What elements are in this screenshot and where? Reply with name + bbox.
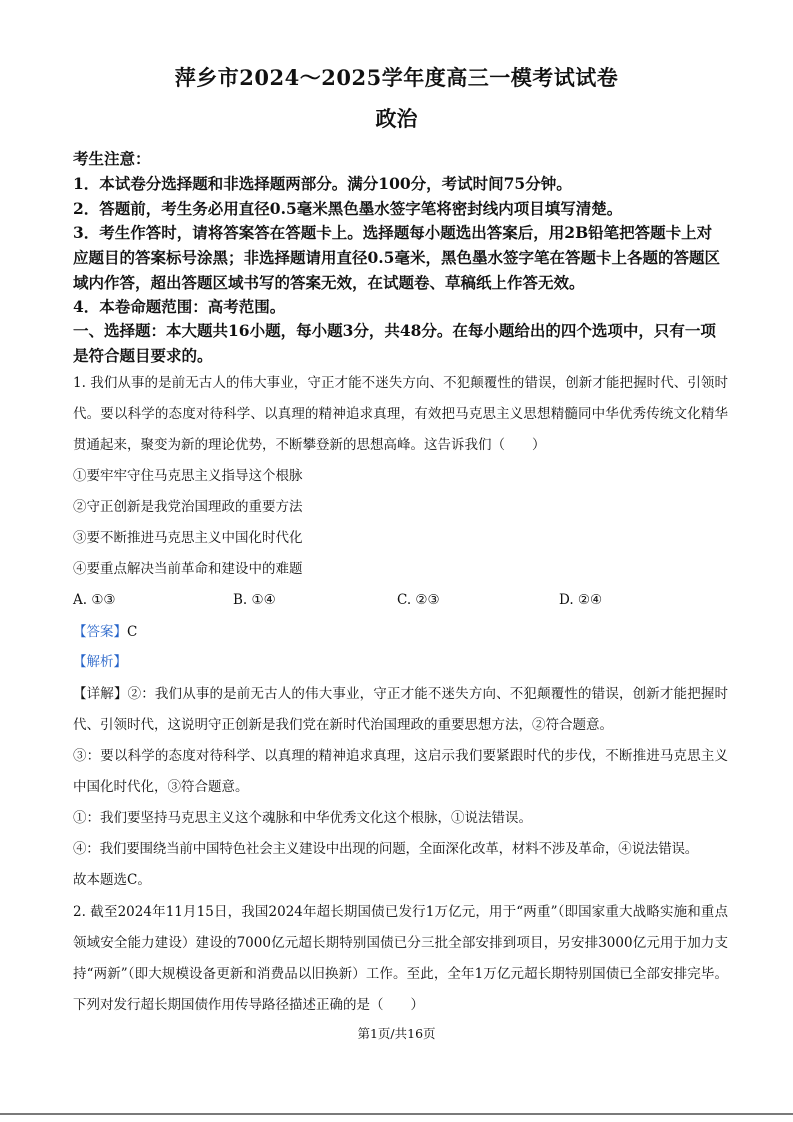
detail-paragraph-4: ④：我们要围绕当前中国特色社会主义建设中出现的问题，全面深化改革，材料不涉及革命，④说法错误。 xyxy=(73,841,699,857)
answer-line xyxy=(73,622,137,642)
option-d: D. ②④ xyxy=(559,592,603,608)
detail-label: 【详解】 xyxy=(73,686,128,702)
notice-item-1: 1．本试卷分选择题和非选择题两部分。满分100分，考试时间75分钟。 xyxy=(73,174,572,193)
answer-label: 【答案】 xyxy=(73,624,127,640)
bottom-divider xyxy=(0,1113,793,1115)
answer-value: C xyxy=(127,624,138,640)
detail-text-1: ②：我们从事的是前无古人的伟大事业，守正才能不迷失方向、不犯颠覆性的错误，创新才能把握时代、引领时代，这说明守正创新是我们党在新时代治国理政的重要思想方法，②符合题意。 xyxy=(73,686,729,733)
question-1-stem: 1. 我们从事的是前无古人的伟大事业，守正才能不迷失方向、不犯颠覆性的错误，创新才能把握时代、引领时代。要以科学的态度对待科学、以真理的精神追求真理，有效把马克思主义思想精髓同中华优秀传统文化精华贯通起来，聚变为新的理论优势，不断攀登新的思想高峰。这告诉我们（ ） xyxy=(73,375,728,453)
detail-paragraph-2: ③：要以科学的态度对待科学、以真理的精神追求真理，这启示我们要紧跟时代的步伐，不断推进马克思主义中国化时代化，③符合题意。 xyxy=(73,748,728,795)
conclusion: 故本题选C。 xyxy=(73,872,151,888)
question-1-statement-4: ④要重点解决当前革命和建设中的难题 xyxy=(73,561,303,577)
question-1-statement-2: ②守正创新是我党治国理政的重要方法 xyxy=(73,499,303,515)
analysis-line xyxy=(73,652,127,672)
question-1-options xyxy=(73,590,723,610)
option-b: B. ①④ xyxy=(233,592,276,608)
subject-title: 政治 xyxy=(375,106,418,131)
analysis-label: 【解析】 xyxy=(73,654,127,670)
notice-item-4: 4．本卷命题范围：高考范围。 xyxy=(73,297,286,316)
option-a: A. ①③ xyxy=(73,592,116,608)
detail-paragraph-3: ①：我们要坚持马克思主义这个魂脉和中华优秀文化这个根脉，①说法错误。 xyxy=(73,810,532,826)
question-2-stem: 2. 截至2024年11月15日，我国2024年超长期国债已发行1万亿元，用于“两重”（即国家重大战略实施和重点领域安全能力建设）建设的7000亿元超长期特别国债已分三批全部安排到项目，另安排3000亿元用于加力支持“两新”（即大规模设备更新和消费品以旧换新）工作。至此，全年1万亿元超长期特别国债已全部安排完毕。下列对发行超长期国债作用传导路径描述正确的是（ ） xyxy=(73,904,728,1013)
section-heading: 一、选择题：本大题共16小题，每小题3分，共48分。在每小题给出的四个选项中，只有一项是符合题目要求的。 xyxy=(73,321,716,365)
detail-paragraph-1 xyxy=(73,679,728,741)
notice-heading: 考生注意： xyxy=(73,149,151,168)
notice-item-2: 2．答题前，考生务必用直径0.5毫米黑色墨水签字笔将密封线内项目填写清楚。 xyxy=(73,199,623,218)
option-c: C. ②③ xyxy=(397,592,440,608)
question-1-statement-3: ③要不断推进马克思主义中国化时代化 xyxy=(73,530,303,546)
page-footer: 第1页/共16页 xyxy=(357,1026,436,1041)
page-title: 萍乡市2024～2025学年度高三一模考试试卷 xyxy=(174,65,619,90)
question-1-statement-1: ①要牢牢守住马克思主义指导这个根脉 xyxy=(73,468,303,484)
notice-item-3: 3．考生作答时，请将答案答在答题卡上。选择题每小题选出答案后，用2B铅笔把答题卡上对应题目的答案标号涂黑；非选择题请用直径0.5毫米，黑色墨水签字笔在答题卡上各题的答题区域内作答，超出答题区域书写的答案无效，在试题卷、草稿纸上作答无效。 xyxy=(73,223,720,292)
